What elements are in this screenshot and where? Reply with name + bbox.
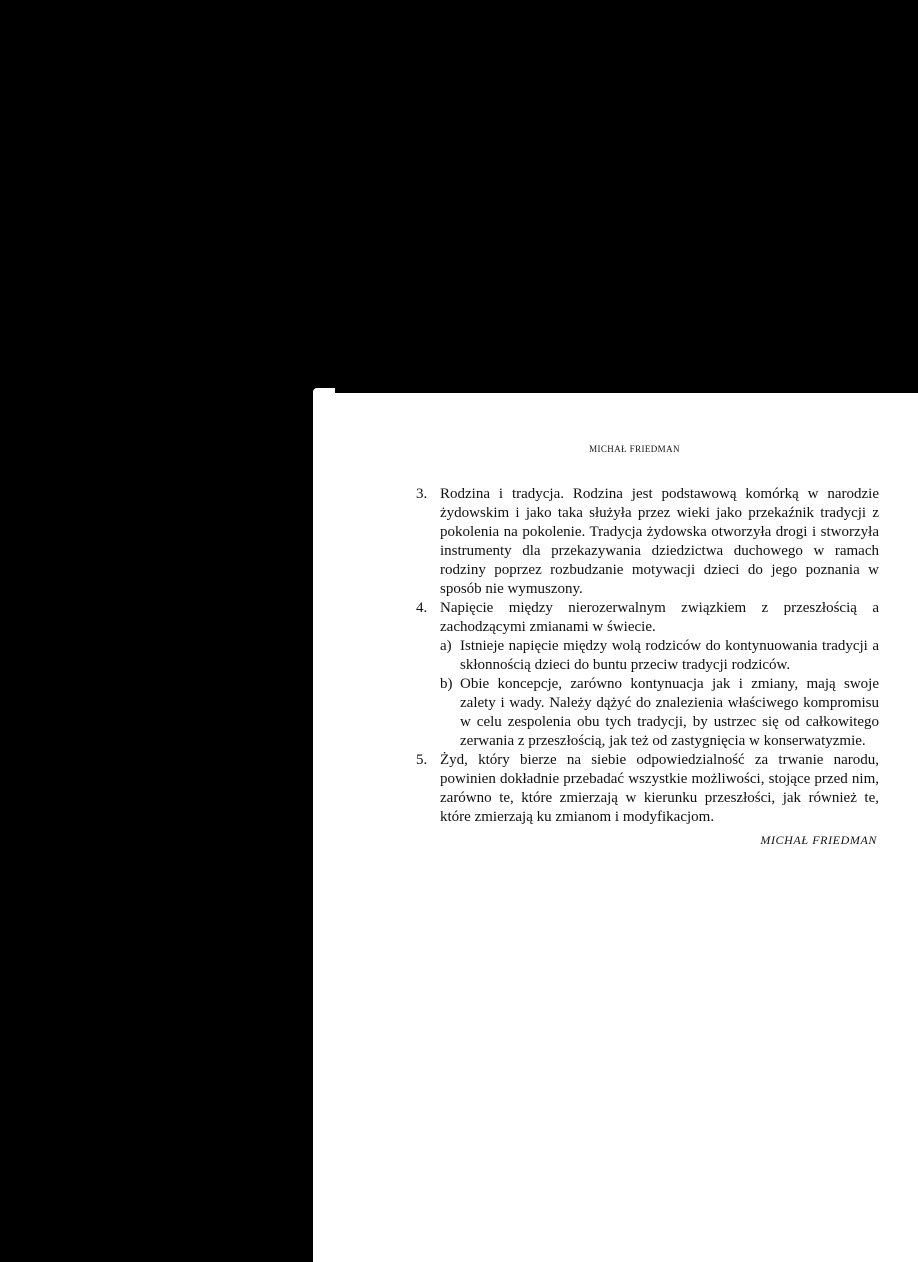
sub-item-b	[416, 675, 879, 751]
sub-item-text: Istnieje napięcie między wolą rodziców do kontynuowania tradycji a skłonnością dzieci do buntu przeciw tradycji rodziców.	[460, 638, 879, 673]
author-signature: MICHAŁ FRIEDMAN	[760, 833, 877, 847]
item-text: Napięcie między nierozerwalnym związkiem z przeszłością a zachodzącymi zmianami w świecie.	[440, 600, 879, 635]
list-item-3	[416, 485, 879, 599]
running-head	[313, 444, 918, 454]
page-corner	[313, 388, 335, 398]
sub-item-text: Obie koncepcje, zarówno kontynuacja jak i zmiany, mają swoje zalety i wady. Należy dążyć do znalezienia właściwego kompromisu w celu zespolenia obu tych tradycji, by ustrzec się od całkowitego zerwania z przeszłością, jak też od zastygnięcia w konserwatyzmie.	[460, 676, 879, 749]
sub-item-letter: b)	[440, 676, 453, 692]
item-text: Rodzina i tradycja. Rodzina jest podstawową komórką w narodzie żydowskim i jako taka służyła przez wieki jako przekaźnik tradycji z pokolenia na pokolenie. Tradycja żydowska otworzyła drogi i stworzyła instrumenty dla przekazywania dziedzictwa duchowego w ramach rodziny poprzez rozbudzanie motywacji dzieci do jego poznania w sposób nie wymuszony.	[440, 486, 879, 597]
item-number: 5.	[416, 752, 428, 768]
item-text: Żyd, który bierze na siebie odpowiedzialność za trwanie narodu, powinien dokładnie przebadać wszystkie możliwości, stojące przed nim, zarówno te, które zmierzają w kierunku przeszłości, jak również te, które zmierzają ku zmianom i modyfikacjom.	[440, 752, 879, 825]
list-item-4	[416, 599, 879, 637]
sub-item-letter: a)	[440, 638, 452, 654]
article-body	[416, 485, 879, 850]
sub-item-a	[416, 637, 879, 675]
item-number: 4.	[416, 600, 428, 616]
running-head-text: MICHAŁ FRIEDMAN	[589, 444, 680, 454]
item-number: 3.	[416, 486, 428, 502]
list-item-5	[416, 751, 879, 827]
